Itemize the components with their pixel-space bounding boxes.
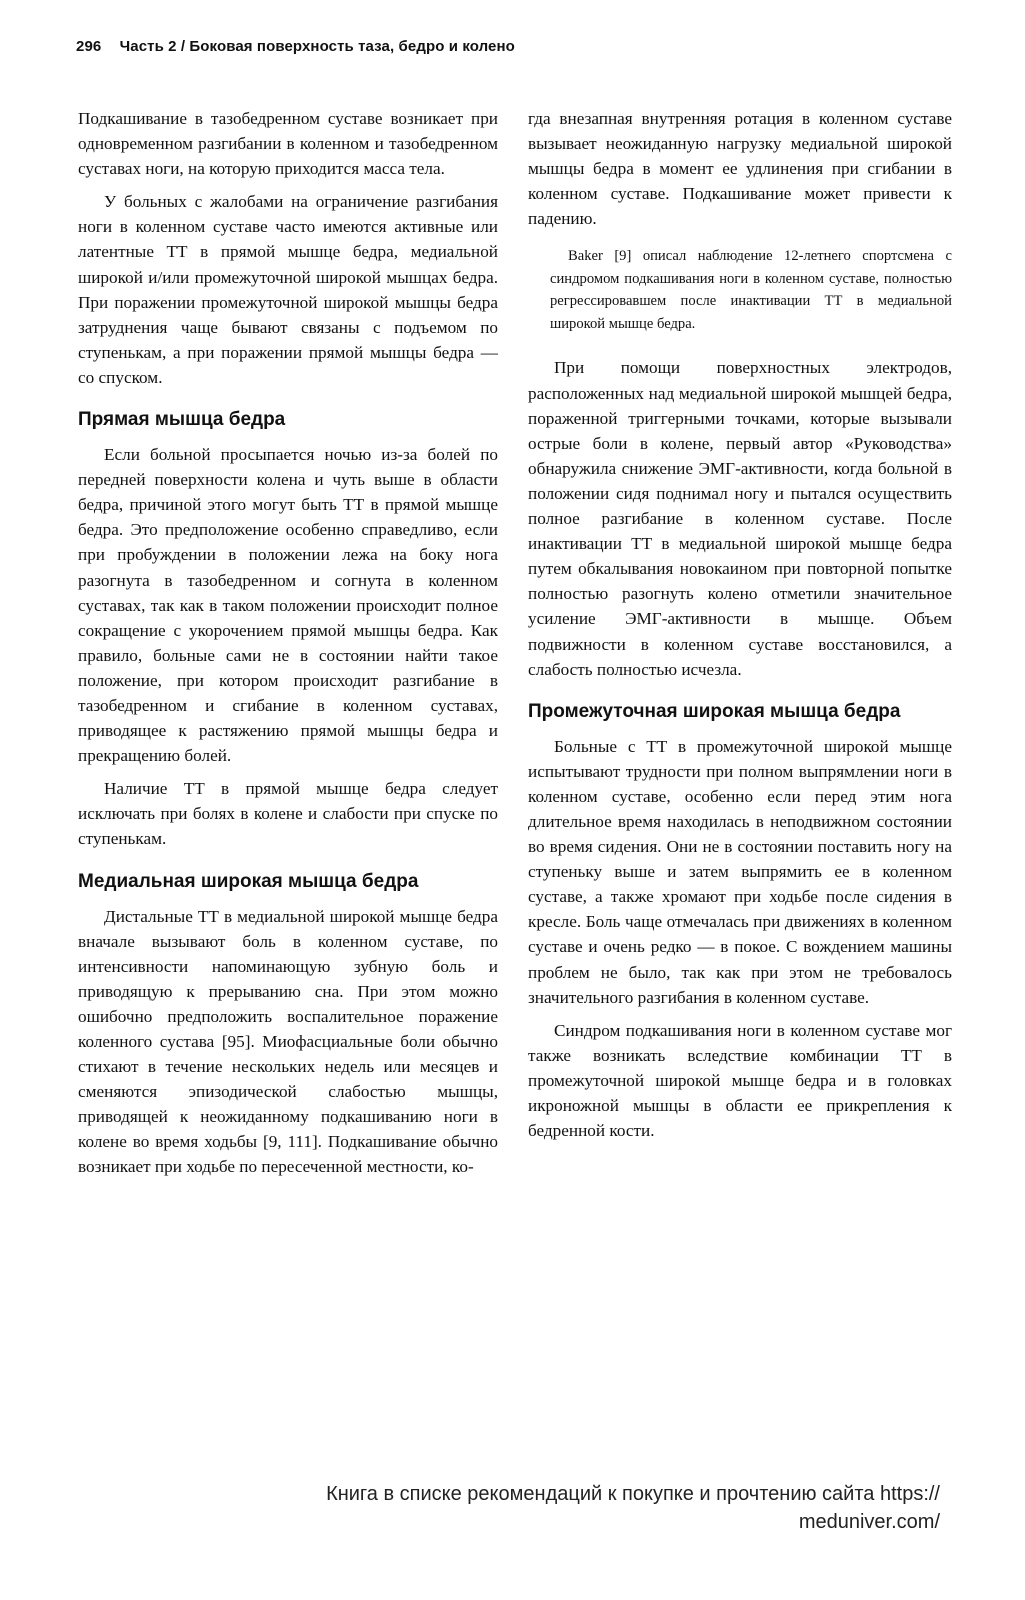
case-note: Baker [9] описал наблюдение 12-летнего спортсмена с синдромом подкашивания ноги в коленном суставе, полностью регрессировавшем после инактивации ТТ в медиальной широкой мышце бедра. (550, 248, 952, 332)
footer-watermark (0, 1480, 940, 1536)
right-column (528, 106, 952, 1151)
section-heading: Прямая мышца бедра (78, 409, 286, 431)
paragraph: У больных с жалобами на ограничение разгибания ноги в коленном суставе часто имеются активные или латентные ТТ в прямой мышце бедра, медиальной широкой и/или промежуточной широкой мышцах бедра. При поражении промежуточной широкой мышцы бедра затруднения чаще бывают связаны с подъемом по ступенькам, а при поражении прямой мышцы бедра — со спуском. (78, 192, 498, 387)
running-head (76, 38, 515, 55)
section-heading: Промежуточная широкая мышца бедра (528, 700, 901, 722)
paragraph: Дистальные ТТ в медиальной широкой мышце бедра вначале вызывают боль в коленном суставе, по интенсивности напоминающую зубную боль и приводящую к прерыванию сна. При этом можно ошибочно предположить воспалительное поражение коленного сустава [95]. Миофасциальные боли обычно стихают в течение нескольких недель или месяцев и сменяются эпизодической слабостью мышцы, приводящей к неожиданному подкашиванию ноги в колене во время ходьбы [9, 111]. Подкашивание обычно возникает при ходьбе по пересеченной местности, ко- (78, 906, 498, 1177)
left-column (78, 106, 498, 1188)
running-title: Часть 2 / Боковая поверхность таза, бедро и колено (119, 38, 515, 55)
paragraph: При помощи поверхностных электродов, расположенных над медиальной широкой мышцей бедра, пораженной триггерными точками, которые вызывали острые боли в колене, первый автор «Руководства» обнаружила снижение ЭМГ-активности, когда больной в положении сидя поднимал ногу и пытался осуществить полное разгибание в коленном суставе. После инактивации ТТ в медиальной широкой мышце бедра путем обкалывания новокаином при повторной попытке полностью разогнуть колено отметили значительное усиление ЭМГ-активности в мышце. Объем подвижности в коленном суставе восстановился, а слабость полностью исчезла. (528, 358, 952, 679)
footer-line: Книга в списке рекомендаций к покупке и прочтению сайта https:// (326, 1483, 940, 1505)
paragraph: гда внезапная внутренняя ротация в коленном суставе вызывает неожиданную нагрузку медиальной широкой мышцы бедра в момент ее удлинения при сгибании в коленном суставе. Подкашивание может привести к падению. (528, 109, 952, 229)
paragraph: Наличие ТТ в прямой мышце бедра следует исключать при болях в колене и слабости при спуске по ступенькам. (78, 779, 498, 849)
paragraph: Синдром подкашивания ноги в коленном суставе мог также возникать вследствие комбинации ТТ в промежуточной широкой мышце бедра и в головках икроножной мышцы в области ее прикрепления к бедренной кости. (528, 1020, 952, 1141)
page-number: 296 (76, 38, 102, 55)
paragraph: Больные с ТТ в промежуточной широкой мышце испытывают трудности при полном выпрямлении ноги в коленном суставе, особенно если перед этим нога длительное время находилась в неподвижном состоянии во время сидения. Они не в состоянии поставить ногу на ступеньку выше и затем выпрямить ее в коленном суставе, а также хромают при ходьбе после сидения в кресле. Боль чаще отмечалась при движениях в коленном суставе и очень редко — в покое. С вождением машины проблем не было, так как при этом не требовалось значительного разгибания в коленном суставе. (528, 736, 952, 1007)
paragraph: Подкашивание в тазобедренном суставе возникает при одновременном разгибании в коленном и тазобедренном суставах ноги, на которую приходится масса тела. (78, 109, 498, 179)
footer-line: meduniver.com/ (798, 1511, 940, 1533)
paragraph: Если больной просыпается ночью из-за болей по передней поверхности колена и чуть выше в области бедра, причиной этого могут быть ТТ в прямой мышце бедра. Это предположение особенно справедливо, если при пробуждении в положении лежа на боку нога разогнута в тазобедренном и согнута в коленном суставах, так как в таком положении происходит полное сокращение с укорочением прямой мышцы бедра. Как правило, больные сами не в состоянии найти такое положение, при котором происходит разгибание в тазобедренном и сгибание в коленном суставах, приводящее к растяжению прямой мышцы бедра и прекращению болей. (78, 445, 498, 766)
section-heading: Медиальная широкая мышца бедра (78, 870, 419, 892)
